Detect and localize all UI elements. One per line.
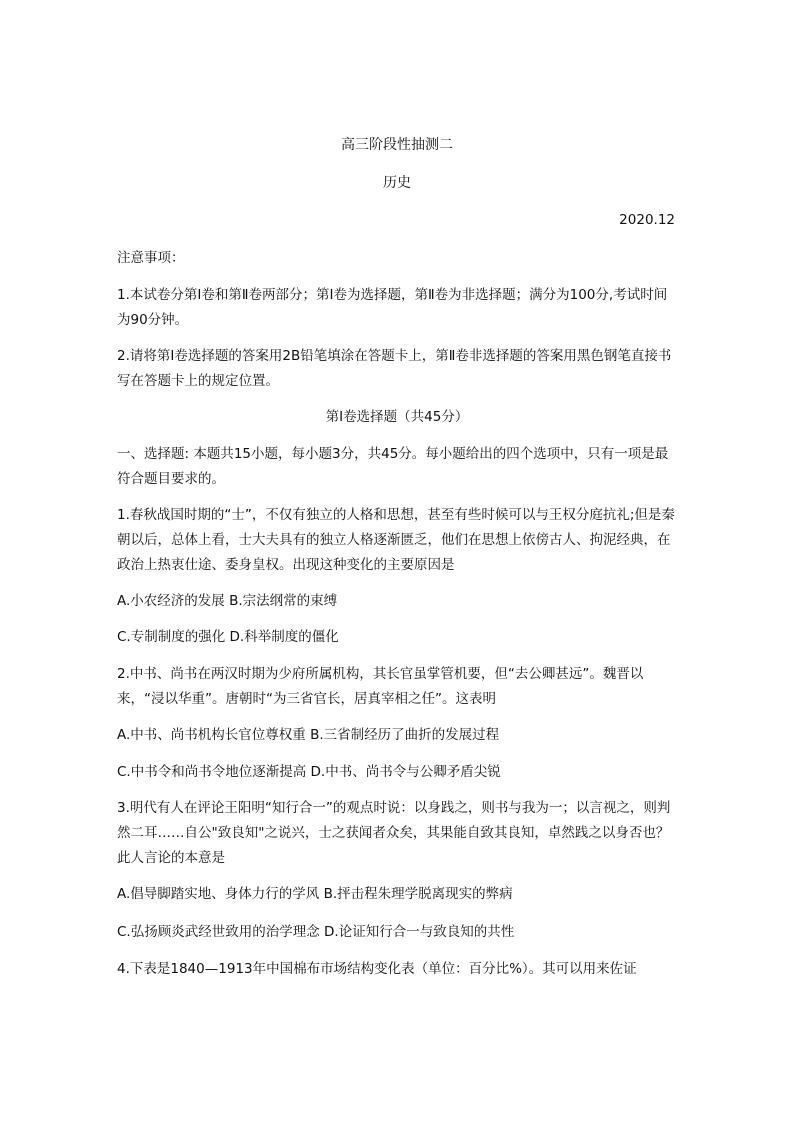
question-1-stem: 1.春秋战国时期的“士”，不仅有独立的人格和思想，甚至有些时候可以与王权分庭抗礼;但是秦朝以后，总体上看，士大夫具有的独立人格逐渐匮乏，他们在思想上依傍古人、拘泥经典，在政治上热衷仕途、委身皇权。出现这种变化的主要原因是 [117,507,675,573]
exam-title: 高三阶段性抽测二 [341,137,453,153]
section-heading: 第Ⅰ卷选择题（共45分） [325,409,469,425]
question-4-stem: 4.下表是1840—1913年中国棉布市场结构变化表（单位：百分比%）。其可以用来佐证 [117,961,637,977]
exam-date: 2020.12 [619,212,675,228]
question-2-stem: 2.中书、尚书在两汉时期为少府所属机构，其长官虽掌管机要，但“去公卿甚远”。魏晋以来，“浸以华重”。唐朝时“为三省官长，居真宰相之任”。这表明 [117,666,644,707]
question-1-options-ab: A.小农经济的发展 B.宗法纲常的束缚 [117,593,338,609]
question-2-options-cd: C.中书令和尚书令地位逐渐提高 D.中书、尚书令与公卿矛盾尖锐 [117,764,501,780]
notes-item-2: 2.请将第Ⅰ卷选择题的答案用2B铅笔填涂在答题卡上，第Ⅱ卷非选择题的答案用黑色钢笔直接书写在答题卡上的规定位置。 [117,348,672,389]
question-3-options-cd: C.弘扬顾炎武经世致用的治学理念 D.论证知行合一与致良知的共性 [117,924,515,940]
question-2-options-ab: A.中书、尚书机构长官位尊权重 B.三省制经历了曲折的发展过程 [117,727,500,743]
question-1-options-cd: C.专制制度的强化 D.科举制度的僵化 [117,629,339,645]
question-3-options-ab: A.倡导脚踏实地、身体力行的学风 B.抨击程朱理学脱离现实的弊病 [117,886,513,902]
notes-item-1: 1.本试卷分第Ⅰ卷和第Ⅱ卷两部分；第Ⅰ卷为选择题，第Ⅱ卷为非选择题；满分为100分,考试时间为90分钟。 [117,287,668,328]
question-3-stem: 3.明代有人在评论王阳明“知行合一”的观点时说：以身践之，则书与我为一；以言视之，则判然二耳……自公"致良知"之说兴，士之获闻者众矣，其果能自致其良知，卓然践之以身否也？此人言论的本意是 [117,800,671,866]
notes-heading: 注意事项： [117,250,185,266]
exam-subject: 历史 [383,175,411,191]
section-instructions: 一、选择题: 本题共15小题，每小题3分，共45分。每小题给出的四个选项中，只有一项是最符合题目要求的。 [117,446,669,487]
